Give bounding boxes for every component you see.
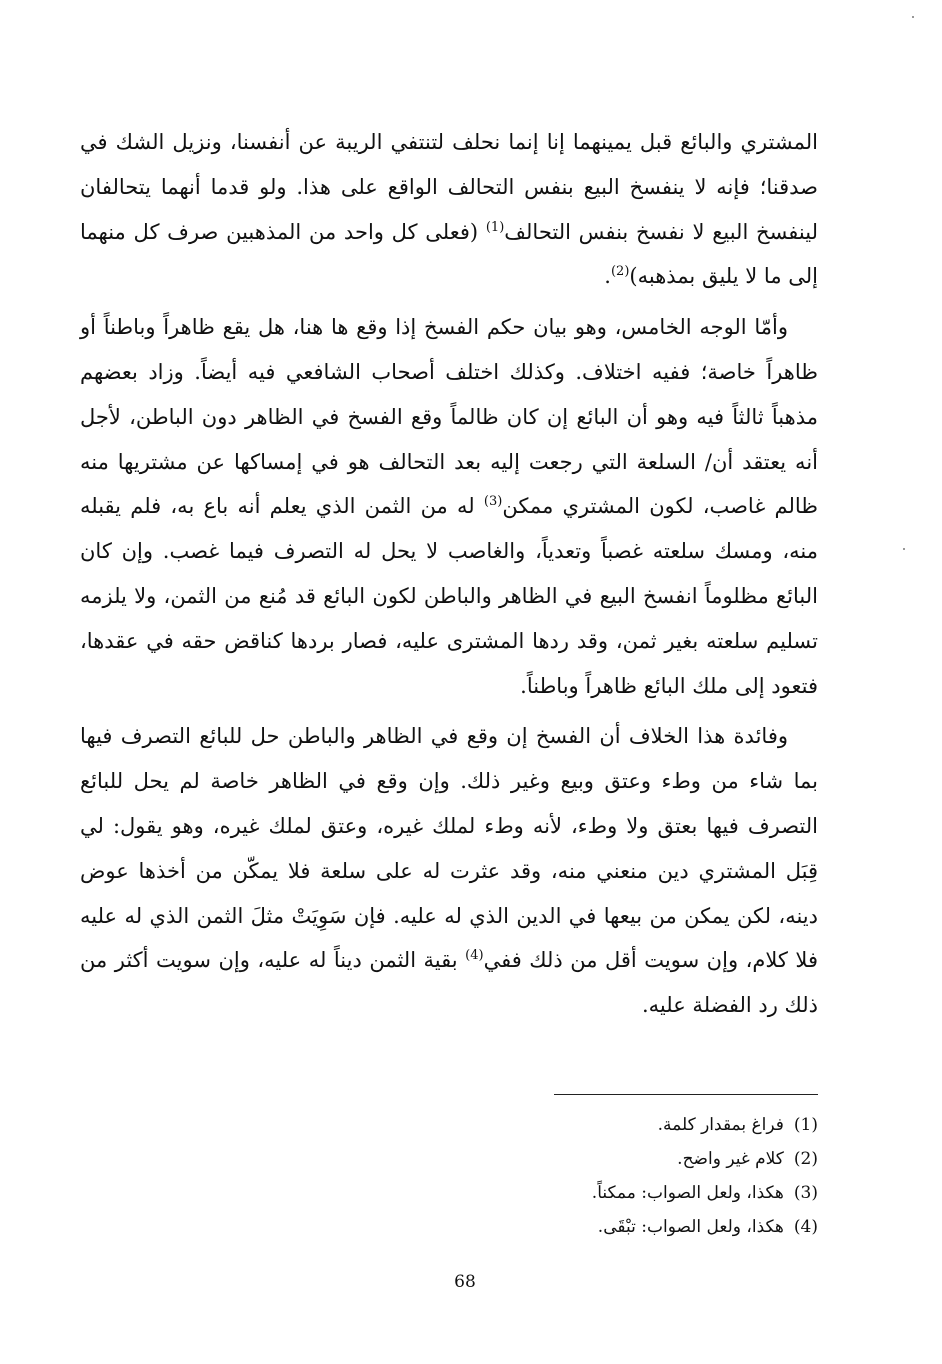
paragraph-text: له من الثمن الذي يعلم أنه باع به، فلم يقبله منه، ومسك سلعته غصباً وتعدياً، والغاصب لا يحل له التصرف فيما غصب. وإن كان البائع مظلوماً انفسخ البيع في الظاهر والباطن لكون البائع قد مُنع من الثمن، ولا يلزمه تسليم سلعته بغير ثمن، وقد ردها المشترى عليه، فصار بردها كناقض حقه في عقدها، فتعود إلى ملك البائع ظاهراً وباطناً. [80, 494, 818, 698]
footnote-ref: (4) [465, 948, 484, 964]
paragraph-text: . [604, 264, 611, 289]
scan-speck [912, 16, 914, 18]
footnote-separator [554, 1094, 818, 1095]
footnote-number: (2) [793, 1149, 818, 1169]
footnote-ref: (3) [483, 494, 503, 510]
paragraph [80, 714, 818, 1028]
footnote-ref: (2) [610, 264, 630, 280]
footnote [398, 1210, 818, 1244]
body-text [80, 120, 818, 1028]
scan-speck [903, 548, 905, 550]
paragraph-text: (فعلى كل واحد من المذهبين صرف كل منهما إلى ما لا يليق بمذهبه) [80, 219, 818, 289]
footnote-number: (1) [793, 1115, 818, 1135]
paragraph [80, 120, 818, 299]
footnote [398, 1142, 818, 1176]
paragraph-text: المشتري والبائع قبل يمينهما إنا إنما نحلف لتنتفي الريبة عن أنفسنا، ونزيل الشك في صدقنا؛ فإنه لا ينفسخ البيع بنفس التحالف الواقع على هذا. ولو قدما أنهما يتحالفان لينفسخ البيع لا نفسخ بنفس التحالف [80, 130, 818, 244]
paragraph-text: بقية الثمن ديناً له عليه، وإن سويت أكثر من ذلك رد الفضلة عليه. [80, 948, 818, 1018]
footnote [398, 1176, 818, 1210]
footnote-number: (4) [793, 1217, 818, 1237]
footnotes [398, 1108, 818, 1244]
page-number: 68 [454, 1272, 476, 1292]
paragraph-text: وأمّا الوجه الخامس، وهو بيان حكم الفسخ إذا وقع ها هنا، هل يقع ظاهراً وباطناً أو ظاهراً خاصة؛ ففيه اختلاف. وكذلك اختلف أصحاب الشافعي فيه أيضاً. وزاد بعضهم مذهباً ثالثاً فيه وهو أن البائع إن كان ظالماً وقع الفسخ في الظاهر دون الباطن، لأجل أنه يعتقد أن/ السلعة التي رجعت إليه بعد التحالف هو في إمساكها عن مشتريها منه ظالم غاصب، لكون المشتري ممكن [80, 315, 819, 519]
footnote-text: هكذا، ولعل الصواب: ممكناً. [591, 1183, 784, 1203]
footnote-text: هكذا، ولعل الصواب: تبْقَى. [597, 1217, 784, 1237]
footnote-text: فراغ بمقدار كلمة. [657, 1115, 784, 1135]
paragraph-text: وفائدة هذا الخلاف أن الفسخ إن وقع في الظاهر والباطن حل للبائع التصرف فيها بما شاء من وطء وعتق وبيع وغير ذلك. وإن وقع في الظاهر خاصة لم يحل للبائع التصرف فيها بعتق ولا وطء، لأنه وطء لملك غيره، وعتق لملك غيره، وهو يقول: لي قِبَل المشتري دين منعني منه، وقد عثرت له على سلعة فلا يمكّن من أخذها عوض دينه، لكن يمكن من بيعها في الدين الذي له عليه. فإن سَوِيَتْ مثلَ الثمن الذي له عليه فلا كلام، وإن سويت أقل من ذلك ففي [80, 724, 818, 973]
paragraph [80, 305, 818, 708]
footnote-ref: (1) [485, 219, 505, 235]
footnote [398, 1108, 818, 1142]
footnote-number: (3) [793, 1183, 818, 1203]
footnote-text: كلام غير واضح. [677, 1149, 784, 1169]
